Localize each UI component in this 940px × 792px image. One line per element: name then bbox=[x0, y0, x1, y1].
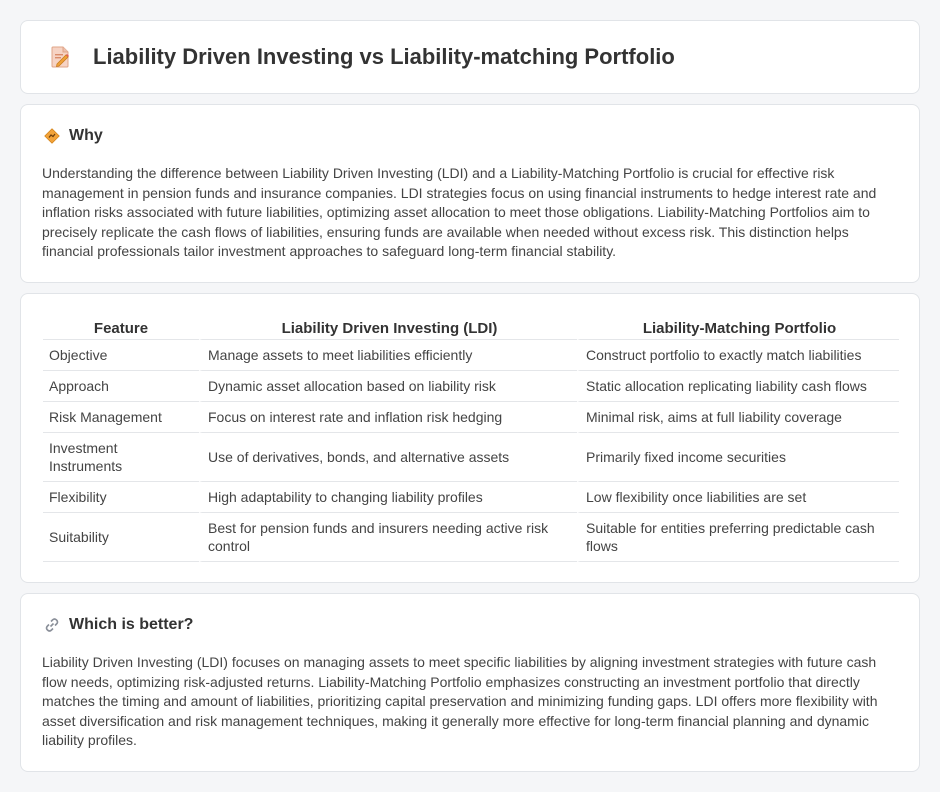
matching-cell: Static allocation replicating liability cash flows bbox=[577, 371, 899, 402]
why-heading: Why bbox=[69, 127, 103, 144]
table-row bbox=[43, 402, 899, 433]
better-heading-row bbox=[43, 616, 193, 634]
matching-cell: Low flexibility once liabilities are set bbox=[577, 482, 899, 513]
matching-cell: Minimal risk, aims at full liability coverage bbox=[577, 402, 899, 433]
feature-cell: Approach bbox=[43, 371, 199, 402]
feature-cell: Risk Management bbox=[43, 402, 199, 433]
ldi-cell: Manage assets to meet liabilities efficiently bbox=[199, 340, 577, 371]
header-matching: Liability-Matching Portfolio bbox=[577, 316, 899, 340]
table-row bbox=[43, 482, 899, 513]
document-pen-icon bbox=[47, 44, 73, 70]
feature-cell: Investment Instruments bbox=[43, 433, 199, 482]
which-is-better-section bbox=[20, 593, 920, 772]
table-row bbox=[43, 371, 899, 402]
table-row bbox=[43, 340, 899, 371]
header-ldi: Liability Driven Investing (LDI) bbox=[199, 316, 577, 340]
matching-cell: Construct portfolio to exactly match liabilities bbox=[577, 340, 899, 371]
table-header-row bbox=[43, 316, 899, 340]
diamond-sign-icon bbox=[43, 127, 61, 145]
ldi-cell: Use of derivatives, bonds, and alternative assets bbox=[199, 433, 577, 482]
ldi-cell: Dynamic asset allocation based on liability risk bbox=[199, 371, 577, 402]
why-heading-row bbox=[43, 127, 103, 145]
comparison-table bbox=[43, 316, 899, 562]
why-text: Understanding the difference between Liability Driven Investing (LDI) and a Liability-Matching Portfolio is crucial for effective risk management in pension funds and insurance companies. LDI strategies focus on using financial instruments to hedge interest rate and inflation risks associated with future liabilities, optimizing asset allocation to meet those obligations. Liability-Matching Portfolios aim to precisely replicate the cash flows of liabilities, ensuring funds are available when needed without excess risk. This distinction helps financial professionals tailor investment approaches to safeguard long-term financial stability. bbox=[42, 165, 877, 259]
better-heading: Which is better? bbox=[69, 616, 194, 633]
ldi-cell: Best for pension funds and insurers needing active risk control bbox=[199, 513, 577, 562]
title-row bbox=[21, 21, 919, 93]
table-row bbox=[43, 513, 899, 562]
link-icon bbox=[43, 616, 61, 634]
feature-cell: Flexibility bbox=[43, 482, 199, 513]
header-feature: Feature bbox=[43, 316, 199, 340]
table-row bbox=[43, 433, 899, 482]
why-section bbox=[20, 104, 920, 283]
feature-cell: Suitability bbox=[43, 513, 199, 562]
comparison-table-card bbox=[20, 293, 920, 583]
better-text: Liability Driven Investing (LDI) focuses on managing assets to meet specific liabilities by aligning investment strategies with future cash flow needs, optimizing risk-adjusted returns. Liability-Matching Portfolio emphasizes constructing an investment portfolio that directly matches the timing and amount of liabilities, prioritizing capital preservation and minimizing funding gaps. LDI offers more flexibility with asset diversification and risk management techniques, making it generally more effective for long-term financial planning and dynamic liability profiles. bbox=[42, 654, 878, 748]
matching-cell: Primarily fixed income securities bbox=[577, 433, 899, 482]
ldi-cell: High adaptability to changing liability profiles bbox=[199, 482, 577, 513]
feature-cell: Objective bbox=[43, 340, 199, 371]
page-title: Liability Driven Investing vs Liability-matching Portfolio bbox=[93, 44, 675, 69]
ldi-cell: Focus on interest rate and inflation risk hedging bbox=[199, 402, 577, 433]
title-card bbox=[20, 20, 920, 94]
matching-cell: Suitable for entities preferring predictable cash flows bbox=[577, 513, 899, 562]
